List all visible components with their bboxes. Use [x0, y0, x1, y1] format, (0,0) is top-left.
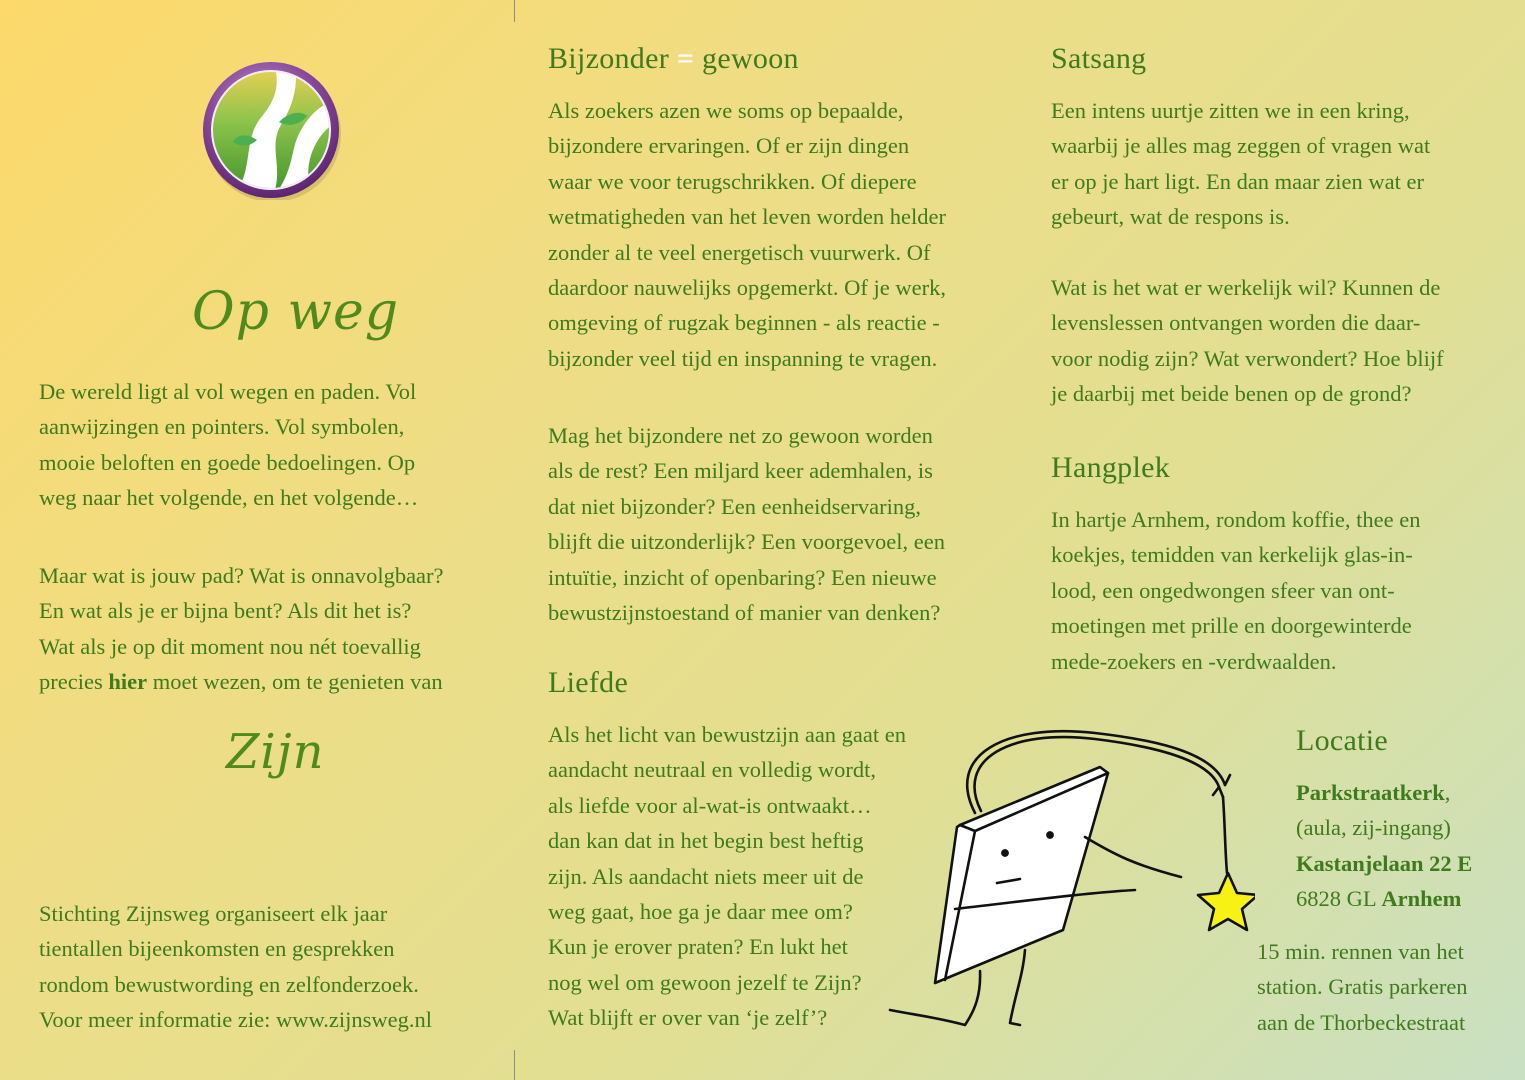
text-line: Mag het bijzondere net zo gewoon worden: [548, 423, 933, 448]
directions-paragraph: [1257, 934, 1468, 1040]
text-line: Kun je erover praten? En lukt het: [548, 934, 848, 960]
text-fragment: moet wezen, om te genieten van: [147, 669, 443, 695]
text-line: Als het licht van bewustzijn aan gaat en: [548, 722, 907, 747]
text-line: levenslessen ontvangen worden die daar-: [1051, 310, 1421, 336]
text-line: wetmatigheden van het leven worden helder: [548, 204, 946, 230]
text-line: nog wel om gewoon jezelf te Zijn?: [548, 969, 862, 995]
star-icon: [1198, 873, 1255, 930]
text-line: Maar wat is jouw pad? Wat is onnavolgbaar?: [39, 563, 444, 588]
zijn-title: Zijn: [226, 724, 325, 780]
hangplek-paragraph: [1051, 502, 1420, 679]
venue-name: Parkstraatkerk: [1296, 780, 1445, 805]
text-line: intuïtie, inzicht of openbaring? Een nieuwe: [548, 564, 937, 590]
text-line: zonder al te veel energetisch vuurwerk. Of: [548, 239, 931, 265]
text-line: lood, een ongedwongen sfeer van ont-: [1051, 577, 1395, 603]
text-line: [1296, 881, 1472, 916]
text-fragment: precies: [39, 669, 109, 695]
text-line: Stichting Zijnsweg organiseert elk jaar: [39, 901, 388, 926]
text-line: Een intens uurtje zitten we in een kring,: [1051, 98, 1410, 123]
right-leg: [1010, 950, 1025, 1025]
satsang-paragraph-1: [1051, 93, 1430, 235]
walking-book-illustration: [885, 725, 1255, 1055]
heading-part: Bijzonder: [548, 42, 670, 75]
text-line: dat niet bijzonder? Een eenheidservaring,: [548, 493, 921, 519]
text-line: 15 min. rennen van het: [1257, 939, 1464, 964]
text-line: mooie beloften en goede bedoelingen. Op: [39, 449, 416, 475]
text-line: blijft die uitzonderlijk? Een voorgevoel, een: [548, 529, 945, 555]
city-name: Arnhem: [1381, 886, 1462, 912]
foundation-paragraph: [39, 896, 432, 1038]
hier-bold: hier: [108, 669, 148, 695]
text-line: aanwijzingen en pointers. Vol symbolen,: [39, 414, 405, 440]
book-body: [935, 767, 1108, 983]
text-line: aan de Thorbeckestraat: [1257, 1009, 1466, 1035]
text-line: daardoor nauwelijks opgemerkt. Of je werk,: [548, 274, 946, 300]
fold-mark-top: [514, 0, 515, 22]
text-line: Voor meer informatie zie: www.zijnsweg.nl: [39, 1007, 433, 1033]
text-line: tientallen bijeenkomsten en gesprekken: [39, 936, 395, 962]
text-line: dan kan dat in het begin best heftig: [548, 828, 864, 854]
text-line: zijn. Als aandacht niets meer uit de: [548, 863, 864, 889]
equals-sign: =: [676, 42, 695, 75]
text-line: weg naar het volgende, en het volgende…: [39, 485, 419, 511]
text-line: mede-zoekers en -verdwaalden.: [1051, 648, 1337, 674]
text-line: bijzondere ervaringen. Of er zijn dingen: [548, 133, 910, 159]
text-line: [1296, 775, 1472, 810]
text-line: waar we voor terugschrikken. Of diepere: [548, 168, 917, 194]
text-line: als de rest? Een miljard keer ademhalen, is: [548, 458, 933, 484]
text-line: Wat is het wat er werkelijk wil? Kunnen de: [1051, 275, 1441, 300]
right-eye: [1047, 832, 1052, 837]
zijnsweg-logo-icon: [201, 60, 341, 200]
bijzonder-paragraph-1: [548, 93, 946, 376]
heading-part: gewoon: [702, 42, 799, 75]
venue-entrance: (aula, zij-ingang): [1296, 815, 1451, 841]
text-line: er op je hart ligt. En dan maar zien wat er: [1051, 168, 1424, 194]
question-paragraph: [39, 558, 444, 700]
text-line: bewustzijnstoestand of manier van denken?: [548, 599, 941, 625]
raised-arm: [1085, 837, 1181, 877]
op-weg-title: Op weg: [192, 282, 400, 342]
fold-mark-bottom: [514, 1050, 515, 1080]
intro-paragraph: [39, 374, 418, 516]
text-line: rondom bewustwording en zelfonderzoek.: [39, 971, 419, 997]
text-line: [39, 664, 444, 699]
hanging-string: [1223, 797, 1227, 873]
text-line: voor nodig zijn? Wat verwondert? Hoe blijf: [1051, 345, 1444, 371]
text-line: weg gaat, hoe ga je daar mee om?: [548, 898, 853, 924]
text-fragment: ,: [1444, 780, 1451, 805]
locatie-heading: Locatie: [1296, 724, 1389, 757]
postcode: 6828 GL: [1296, 886, 1382, 912]
bijzonder-paragraph-2: [548, 418, 945, 630]
liefde-heading: Liefde: [548, 666, 629, 699]
text-line: De wereld ligt al vol wegen en paden. Vol: [39, 379, 417, 404]
satsang-heading: Satsang: [1051, 42, 1147, 75]
text-line: Wat blijft er over van ‘je zelf’?: [548, 1005, 828, 1031]
text-line: gebeurt, wat de respons is.: [1051, 204, 1290, 230]
text-line: je daarbij met beide benen op de grond?: [1051, 381, 1412, 407]
text-line: En wat als je er bijna bent? Als dit het is?: [39, 598, 412, 624]
text-line: bijzonder veel tijd en inspanning te vragen.: [548, 345, 938, 371]
text-line: omgeving of rugzak beginnen - als reactie -: [548, 310, 940, 336]
text-line: waarbij je alles mag zeggen of vragen wat: [1051, 133, 1431, 159]
text-line: station. Gratis parkeren: [1257, 974, 1468, 1000]
text-line: koekjes, temidden van kerkelijk glas-in-: [1051, 542, 1413, 568]
text-line: aandacht neutraal en volledig wordt,: [548, 757, 876, 783]
locatie-address: [1296, 775, 1472, 917]
satsang-paragraph-2: [1051, 270, 1444, 412]
text-line: [1296, 846, 1472, 881]
text-line: Als zoekers azen we soms op bepaalde,: [548, 98, 904, 123]
street-address: Kastanjelaan 22 E: [1296, 850, 1473, 876]
text-line: als liefde voor al-wat-is ontwaakt…: [548, 792, 872, 818]
text-line: Wat als je op dit moment nou nét toevallig: [39, 633, 421, 659]
left-eye: [1002, 850, 1007, 855]
text-line: moetingen met prille en doorgewinterde: [1051, 613, 1412, 639]
bijzonder-gewoon-heading: [548, 42, 799, 76]
liefde-paragraph: [548, 717, 906, 1036]
text-line: In hartje Arnhem, rondom koffie, thee en: [1051, 507, 1421, 532]
hangplek-heading: Hangplek: [1051, 451, 1171, 484]
